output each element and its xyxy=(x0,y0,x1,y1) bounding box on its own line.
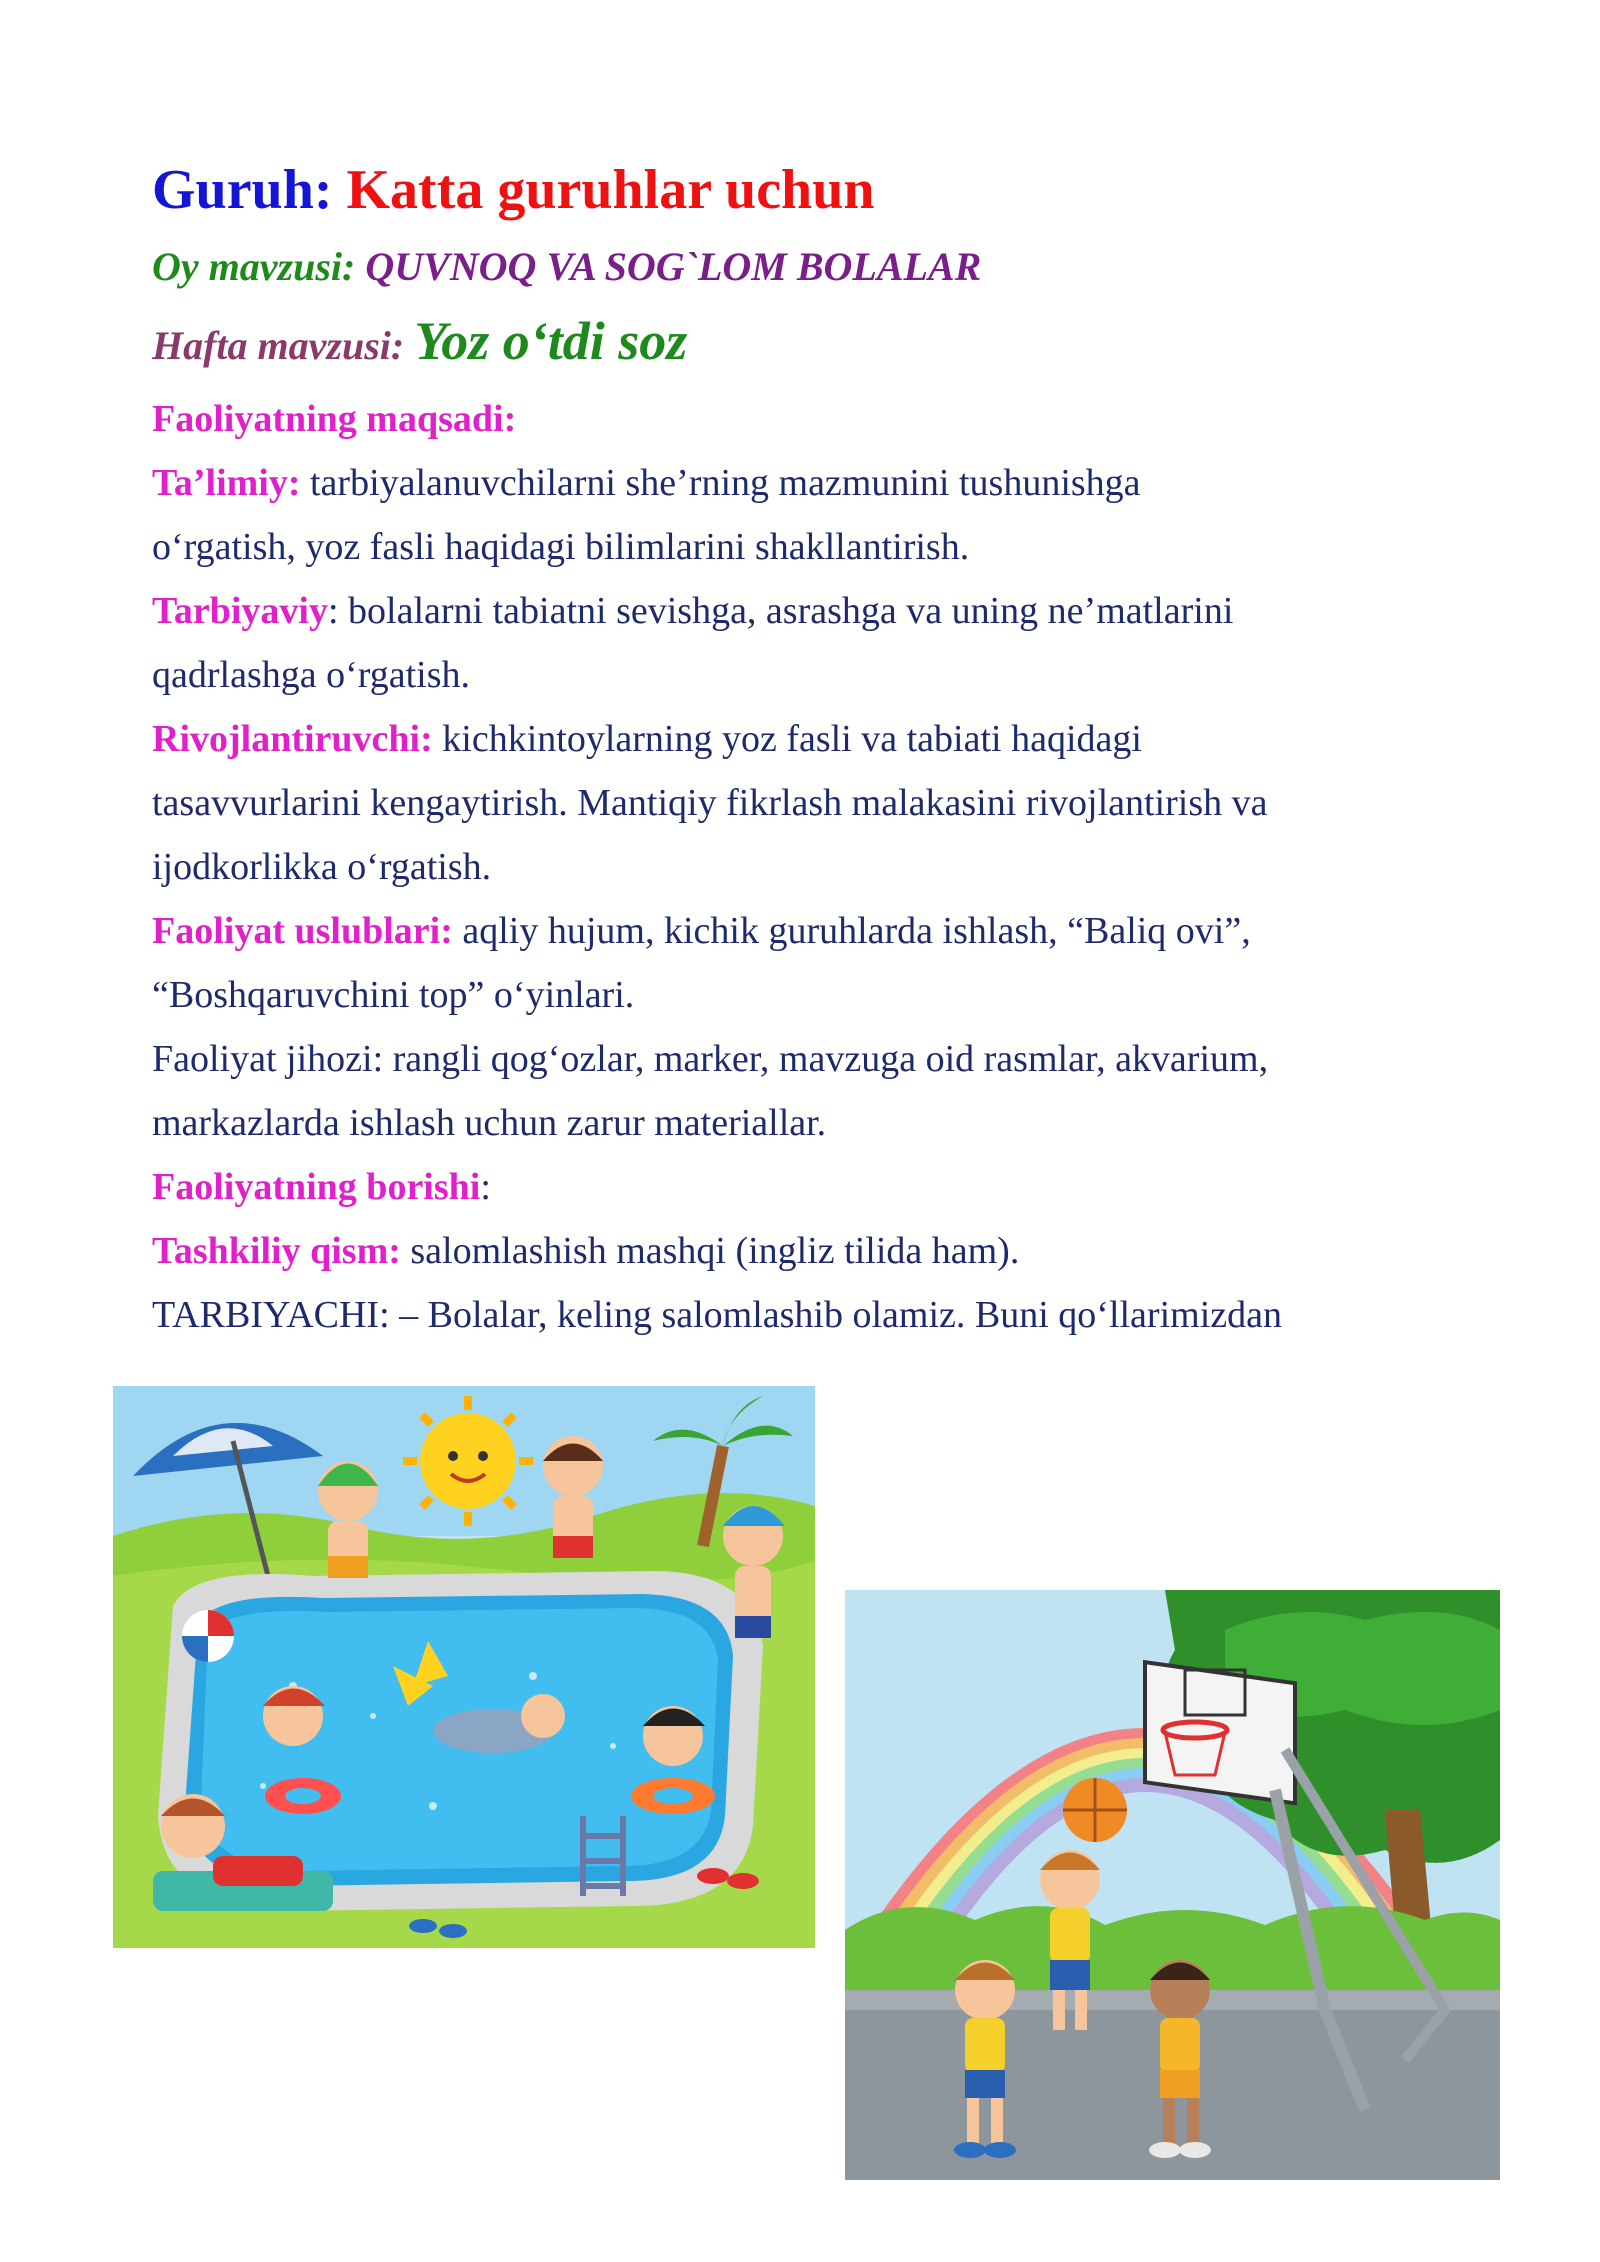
month-topic-value: QUVNOQ VA SOG`LOM BOLALAR xyxy=(365,244,982,289)
educational-line-1 xyxy=(152,451,1462,515)
developmental-text-1: kichkintoylarning yoz fasli va tabiati haqidagi xyxy=(442,718,1142,760)
upbringing-label: Tarbiyaviy xyxy=(152,590,328,632)
week-topic-line xyxy=(152,300,1462,387)
methods-text-1: aqliy hujum, kichik guruhlarda ishlash, “Baliq ovi”, xyxy=(462,910,1251,952)
month-topic-label: Oy mavzusi: xyxy=(152,244,356,289)
week-topic-label: Hafta mavzusi: xyxy=(152,323,405,368)
equipment-text-2: markazlarda ishlash uchun zarur materiallar. xyxy=(152,1102,827,1144)
educational-text-2: o‘rgatish, yoz fasli haqidagi bilimlarini shakllantirish. xyxy=(152,526,970,568)
lesson-plan-text xyxy=(152,150,1462,1347)
developmental-label: Rivojlantiruvchi: xyxy=(152,718,433,760)
children-basketball-illustration xyxy=(845,1590,1500,2180)
children-pool-illustration xyxy=(113,1386,815,1948)
process-heading-line xyxy=(152,1155,1462,1219)
group-value: Katta guruhlar uchun xyxy=(346,159,875,221)
org-line xyxy=(152,1219,1462,1283)
group-label: Guruh: xyxy=(152,159,333,221)
developmental-text-3: ijodkorlikka o‘rgatish. xyxy=(152,846,492,888)
group-line xyxy=(152,150,1462,230)
goals-heading: Faoliyatning maqsadi: xyxy=(152,398,517,440)
week-topic-value: Yoz o‘tdi soz xyxy=(414,311,688,371)
equipment-text-1: Faoliyat jihozi: rangli qog‘ozlar, marker, mavzuga oid rasmlar, akvarium, xyxy=(152,1038,1269,1080)
teacher-text: TARBIYACHI: – Bolalar, keling salomlashib olamiz. Buni qo‘llarimizdan xyxy=(152,1294,1282,1336)
goals-heading-line xyxy=(152,387,1462,451)
upbringing-text-2: qadrlashga o‘rgatish. xyxy=(152,654,470,696)
process-label: Faoliyatning borishi xyxy=(152,1166,481,1208)
developmental-text-2: tasavvurlarini kengaytirish. Mantiqiy fikrlash malakasini rivojlantirish va xyxy=(152,782,1268,824)
month-topic-line xyxy=(152,234,1462,300)
org-text: salomlashish mashqi (ingliz tilida ham). xyxy=(410,1230,1020,1272)
process-colon: : xyxy=(480,1166,491,1208)
educational-label: Ta’limiy: xyxy=(152,462,301,504)
upbringing-text-1: : bolalarni tabiatni sevishga, asrashga va uning ne’matlarini xyxy=(327,590,1234,632)
developmental-line-1 xyxy=(152,707,1462,771)
org-label: Tashkiliy qism: xyxy=(152,1230,401,1272)
methods-line-1 xyxy=(152,899,1462,963)
methods-label: Faoliyat uslublari: xyxy=(152,910,453,952)
upbringing-line-1 xyxy=(152,579,1462,643)
basketball-scene-svg xyxy=(845,1590,1500,2180)
educational-text-1: tarbiyalanuvchilarni she’rning mazmunini tushunishga xyxy=(310,462,1141,504)
methods-text-2: “Boshqaruvchini top” o‘yinlari. xyxy=(152,974,635,1016)
pool-scene-svg xyxy=(113,1386,815,1948)
